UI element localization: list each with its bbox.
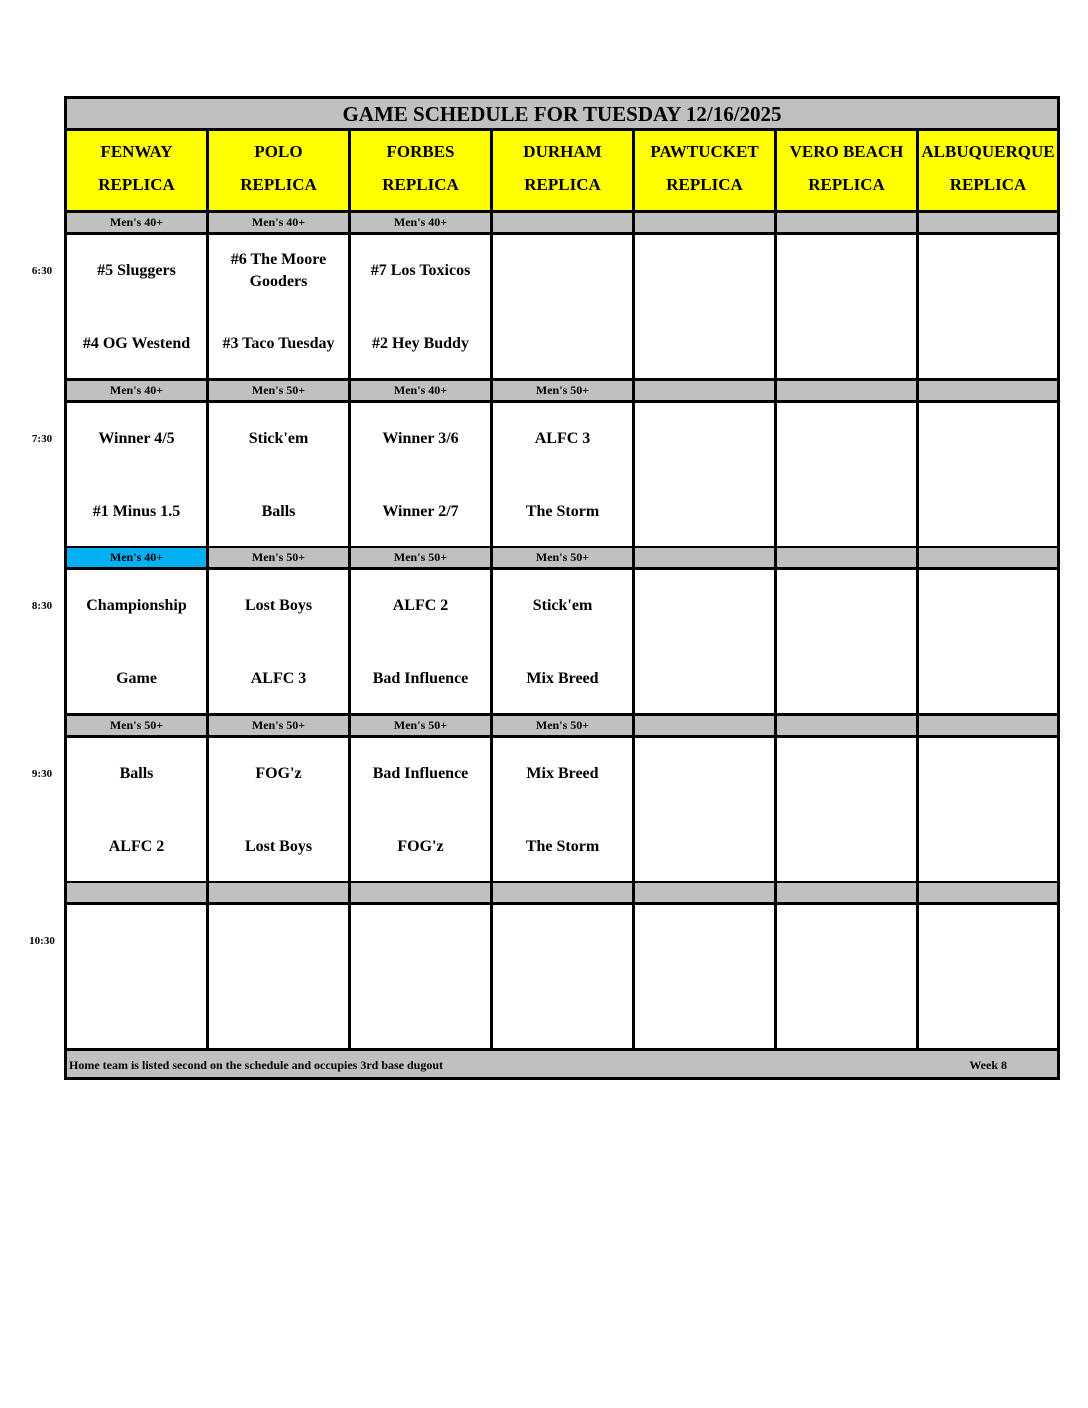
away-team: #7 Los Toxicos bbox=[370, 262, 471, 279]
division-label bbox=[919, 213, 1057, 232]
field-sub: REPLICA bbox=[949, 175, 1027, 194]
game-row bbox=[67, 235, 1057, 381]
division-label: Men's 40+ bbox=[67, 213, 209, 232]
field-header bbox=[209, 131, 351, 210]
division-label bbox=[919, 716, 1057, 735]
home-team: ALFC 3 bbox=[250, 670, 307, 687]
schedule-footer bbox=[67, 1051, 1057, 1077]
time-label: 6:30 bbox=[31, 265, 53, 277]
division-label: Men's 50+ bbox=[351, 548, 493, 567]
game-cell bbox=[777, 905, 919, 1048]
division-label: Men's 50+ bbox=[493, 548, 635, 567]
game-cell bbox=[635, 570, 777, 713]
home-team: #3 Taco Tuesday bbox=[222, 335, 335, 352]
home-team: #4 OG Westend bbox=[82, 335, 191, 352]
field-header-row bbox=[67, 131, 1057, 213]
field-sub: REPLICA bbox=[382, 175, 459, 194]
division-label bbox=[919, 548, 1057, 567]
division-row bbox=[67, 213, 1057, 235]
schedule-sheet bbox=[64, 96, 1060, 1080]
division-label bbox=[493, 213, 635, 232]
game-cell bbox=[67, 570, 209, 713]
division-label bbox=[209, 883, 351, 902]
division-row bbox=[67, 381, 1057, 403]
away-team: Bad Influence bbox=[372, 764, 469, 782]
field-sub: REPLICA bbox=[808, 175, 885, 194]
away-team: #6 The Moore Gooders bbox=[230, 251, 327, 290]
game-row bbox=[67, 403, 1057, 549]
away-team: Mix Breed bbox=[526, 764, 599, 782]
time-label: 8:30 bbox=[31, 600, 53, 612]
week-label: Week 8 bbox=[969, 1058, 1007, 1072]
field-name: FENWAY bbox=[100, 142, 173, 161]
away-team: FOG'z bbox=[255, 764, 302, 782]
division-label bbox=[919, 381, 1057, 400]
game-cell bbox=[493, 235, 635, 378]
game-cell bbox=[777, 235, 919, 378]
away-team: Championship bbox=[86, 597, 187, 614]
game-cell bbox=[919, 403, 1057, 546]
home-team: Lost Boys bbox=[244, 837, 313, 855]
field-name: POLO bbox=[254, 142, 303, 161]
game-cell bbox=[777, 738, 919, 881]
home-team: #2 Hey Buddy bbox=[372, 335, 469, 352]
division-label bbox=[635, 381, 777, 400]
field-header bbox=[351, 131, 493, 210]
division-label bbox=[635, 213, 777, 232]
division-label: Men's 50+ bbox=[493, 716, 635, 735]
game-cell bbox=[493, 403, 635, 546]
division-label: Men's 50+ bbox=[351, 716, 493, 735]
game-cell bbox=[919, 235, 1057, 378]
footer-note: Home team is listed second on the schedule and occupies 3rd base dugout bbox=[69, 1058, 444, 1072]
division-label bbox=[777, 883, 919, 902]
game-cell bbox=[635, 905, 777, 1048]
game-cell bbox=[493, 905, 635, 1048]
home-team: Winner 2/7 bbox=[382, 502, 459, 520]
field-header bbox=[635, 131, 777, 210]
game-cell bbox=[351, 235, 493, 378]
game-cell bbox=[635, 235, 777, 378]
division-label bbox=[777, 213, 919, 232]
home-team: ALFC 2 bbox=[108, 837, 165, 855]
division-label: Men's 50+ bbox=[209, 716, 351, 735]
division-label: Men's 50+ bbox=[209, 381, 351, 400]
game-cell bbox=[493, 570, 635, 713]
away-team: ALFC 2 bbox=[392, 597, 449, 614]
game-cell bbox=[209, 570, 351, 713]
division-label bbox=[777, 381, 919, 400]
game-cell bbox=[67, 403, 209, 546]
field-sub: REPLICA bbox=[666, 175, 743, 194]
field-name: FORBES bbox=[386, 142, 455, 161]
field-header bbox=[67, 131, 209, 210]
away-team: ALFC 3 bbox=[534, 429, 591, 447]
game-cell bbox=[351, 403, 493, 546]
game-cell bbox=[351, 570, 493, 713]
game-cell bbox=[67, 235, 209, 378]
away-team: Winner 4/5 bbox=[98, 429, 175, 447]
division-label bbox=[635, 883, 777, 902]
game-cell bbox=[209, 738, 351, 881]
division-label bbox=[493, 883, 635, 902]
division-label bbox=[777, 548, 919, 567]
game-cell bbox=[919, 905, 1057, 1048]
division-label bbox=[351, 883, 493, 902]
game-cell bbox=[777, 570, 919, 713]
away-team: Lost Boys bbox=[244, 597, 313, 614]
field-name: VERO BEACH bbox=[789, 142, 904, 161]
home-team: Game bbox=[116, 670, 157, 687]
game-cell bbox=[209, 403, 351, 546]
schedule-title: GAME SCHEDULE FOR TUESDAY 12/16/2025 bbox=[67, 99, 1057, 131]
home-team: Mix Breed bbox=[526, 670, 599, 687]
game-cell bbox=[67, 738, 209, 881]
field-sub: REPLICA bbox=[240, 175, 317, 194]
field-sub: REPLICA bbox=[524, 175, 601, 194]
home-team: The Storm bbox=[525, 502, 600, 520]
division-label: Men's 40+ bbox=[351, 213, 493, 232]
division-label: Men's 40+ bbox=[209, 213, 351, 232]
home-team: #1 Minus 1.5 bbox=[92, 502, 181, 520]
division-label: Men's 40+ bbox=[67, 381, 209, 400]
away-team: Balls bbox=[119, 764, 154, 782]
game-cell bbox=[635, 403, 777, 546]
division-label: Men's 40+ bbox=[67, 548, 209, 567]
away-team: Stick'em bbox=[532, 597, 593, 614]
division-label bbox=[635, 716, 777, 735]
away-team: #5 Sluggers bbox=[97, 262, 176, 279]
field-header bbox=[777, 131, 919, 210]
home-team: The Storm bbox=[525, 837, 600, 855]
time-label: 7:30 bbox=[31, 432, 53, 445]
division-label: Men's 40+ bbox=[351, 381, 493, 400]
game-row bbox=[67, 905, 1057, 1051]
division-row bbox=[67, 548, 1057, 570]
game-cell bbox=[351, 905, 493, 1048]
game-cell bbox=[67, 905, 209, 1048]
division-label bbox=[635, 548, 777, 567]
division-label bbox=[777, 716, 919, 735]
game-cell bbox=[493, 738, 635, 881]
field-sub: REPLICA bbox=[98, 175, 175, 194]
division-label: Men's 50+ bbox=[209, 548, 351, 567]
field-header bbox=[919, 131, 1057, 210]
game-cell bbox=[919, 738, 1057, 881]
field-name: DURHAM bbox=[523, 142, 602, 161]
home-team: Balls bbox=[261, 502, 296, 520]
time-label: 10:30 bbox=[29, 935, 55, 947]
game-row bbox=[67, 570, 1057, 716]
field-header bbox=[493, 131, 635, 210]
field-name: ALBUQUERQUE bbox=[921, 142, 1055, 161]
division-label bbox=[67, 883, 209, 902]
home-team: FOG'z bbox=[397, 837, 444, 855]
field-name: PAWTUCKET bbox=[650, 142, 759, 161]
away-team: Winner 3/6 bbox=[382, 429, 459, 447]
time-label: 9:30 bbox=[31, 767, 53, 780]
game-cell bbox=[919, 570, 1057, 713]
game-cell bbox=[635, 738, 777, 881]
division-label bbox=[919, 883, 1057, 902]
division-label: Men's 50+ bbox=[493, 381, 635, 400]
game-cell bbox=[209, 235, 351, 378]
division-row bbox=[67, 716, 1057, 738]
game-cell bbox=[209, 905, 351, 1048]
division-label: Men's 50+ bbox=[67, 716, 209, 735]
home-team: Bad Influence bbox=[372, 670, 469, 687]
game-cell bbox=[351, 738, 493, 881]
division-row bbox=[67, 883, 1057, 905]
away-team: Stick'em bbox=[248, 429, 309, 447]
game-row bbox=[67, 738, 1057, 884]
game-cell bbox=[777, 403, 919, 546]
